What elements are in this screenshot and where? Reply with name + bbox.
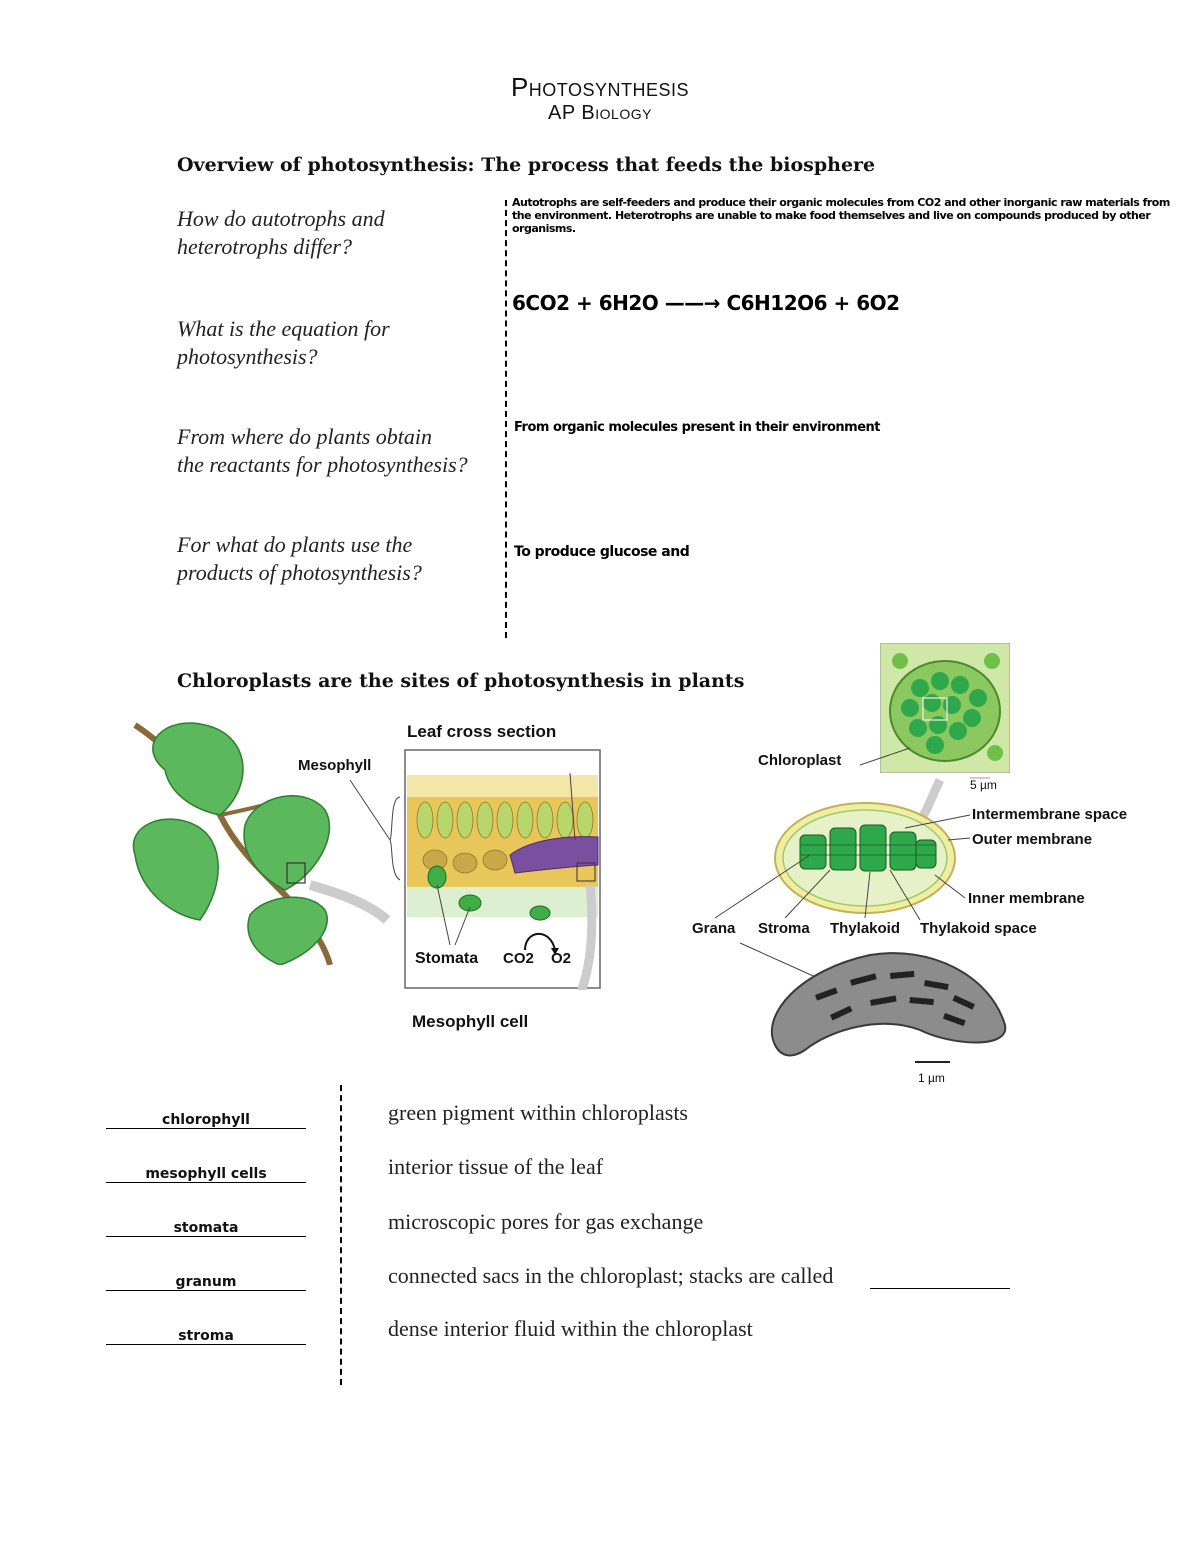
label-leaf-cross-section: Leaf cross section xyxy=(407,722,557,741)
zoom-arrow-3 xyxy=(920,780,940,820)
page-title: Photosynthesis xyxy=(510,72,690,102)
vocab-row-3 xyxy=(106,1220,306,1237)
vocab-row-4 xyxy=(106,1274,306,1291)
question-3-line-1: From where do plants obtain xyxy=(177,424,433,449)
vocab-definition: interior tissue of the leaf xyxy=(388,1154,604,1179)
answer-1: Autotrophs are self-feeders and produce their organic molecules from CO2 and other inorganic raw materials from the environment. Heterotrophs are unable to make food themselves and live on compounds produced by other organisms. xyxy=(512,196,1170,235)
stomata-3 xyxy=(530,906,550,920)
label-thylakoid-space: Thylakoid space xyxy=(920,920,1037,937)
question-4-line-1: For what do plants use the xyxy=(177,532,413,557)
chloroplast-pointer xyxy=(860,748,910,765)
page-subtitle: AP Biology xyxy=(548,102,652,124)
stomata-1 xyxy=(428,866,446,888)
vocab-blank-line xyxy=(106,1128,306,1129)
section-heading-overview: Overview of photosynthesis: The process that feeds the biosphere xyxy=(177,154,876,176)
question-4 xyxy=(177,531,422,587)
label-thylakoid: Thylakoid xyxy=(830,920,901,937)
vocab-row-2 xyxy=(106,1166,306,1183)
question-1-line-2: heterotrophs differ? xyxy=(177,234,352,259)
leaf-2 xyxy=(133,819,218,920)
vocab-definition: dense interior fluid within the chloroplast xyxy=(388,1316,753,1341)
answer-4: To produce glucose and xyxy=(514,544,690,560)
mesophyll-pointer xyxy=(350,780,390,840)
vocab-definition: green pigment within chloroplasts xyxy=(388,1100,688,1125)
outer-membrane-pointer xyxy=(948,838,970,840)
question-2-line-2: photosynthesis? xyxy=(177,344,318,369)
vocab-definition: connected sacs in the chloroplast; stacks are called xyxy=(388,1263,834,1288)
vocab-divider xyxy=(340,1085,342,1385)
epidermis-top xyxy=(407,775,598,797)
label-co2: CO2 xyxy=(503,950,534,967)
vocab-term: chlorophyll xyxy=(162,1112,250,1128)
stomata-2 xyxy=(459,895,481,911)
vocab-term: mesophyll cells xyxy=(145,1166,267,1182)
answer-divider xyxy=(505,200,507,638)
label-stroma: Stroma xyxy=(758,920,810,937)
question-3-line-2: the reactants for photosynthesis? xyxy=(177,452,468,477)
label-mesophyll-cell: Mesophyll cell xyxy=(412,1012,529,1031)
vocab-blank-line xyxy=(106,1236,306,1237)
question-2 xyxy=(177,315,390,371)
vocab-row-5 xyxy=(106,1328,306,1345)
answer-3: From organic molecules present in their environment xyxy=(514,420,881,435)
question-3 xyxy=(177,423,468,479)
vocab-term: stroma xyxy=(178,1328,234,1344)
vocab-term: granum xyxy=(175,1274,237,1290)
mesophyll-bracket xyxy=(390,797,400,880)
label-grana: Grana xyxy=(692,920,736,937)
question-4-line-2: products of photosynthesis? xyxy=(177,560,422,585)
label-mesophyll: Mesophyll xyxy=(298,757,372,774)
vocab-blank-line xyxy=(106,1182,306,1183)
question-1 xyxy=(177,205,385,261)
label-inner-membrane: Inner membrane xyxy=(968,890,1085,907)
question-1-line-1: How do autotrophs and xyxy=(177,206,385,231)
granum-stacks-blank xyxy=(870,1288,1010,1289)
leaf-1 xyxy=(153,723,243,815)
chloroplast-diagram xyxy=(690,740,990,940)
vocab-term: stomata xyxy=(173,1220,239,1236)
vocab-blank-line xyxy=(106,1344,306,1345)
label-o2: O2 xyxy=(551,950,572,967)
question-2-line-1: What is the equation for xyxy=(177,316,390,341)
section-heading-chloroplasts: Chloroplasts are the sites of photosynthesis in plants xyxy=(177,670,745,692)
label-outer-membrane: Outer membrane xyxy=(972,831,1093,848)
label-intermembrane-space: Intermembrane space xyxy=(972,806,1128,823)
leaf-4 xyxy=(248,897,327,965)
label-stomata: Stomata xyxy=(415,950,479,967)
label-scale-1um: 1 µm xyxy=(918,1071,945,1085)
label-chloroplast: Chloroplast xyxy=(758,752,842,769)
label-scale-5um: 5 µm xyxy=(970,778,997,792)
spongy-layer xyxy=(407,887,598,917)
chloroplast-electron-micrograph xyxy=(720,935,1010,1070)
vocab-blank-line xyxy=(106,1290,306,1291)
answer-2: 6CO2 + 6H2O ——→ C6H12O6 + 6O2 xyxy=(512,291,900,315)
vocab-definition: microscopic pores for gas exchange xyxy=(388,1209,704,1234)
vocab-row-1 xyxy=(106,1112,306,1129)
